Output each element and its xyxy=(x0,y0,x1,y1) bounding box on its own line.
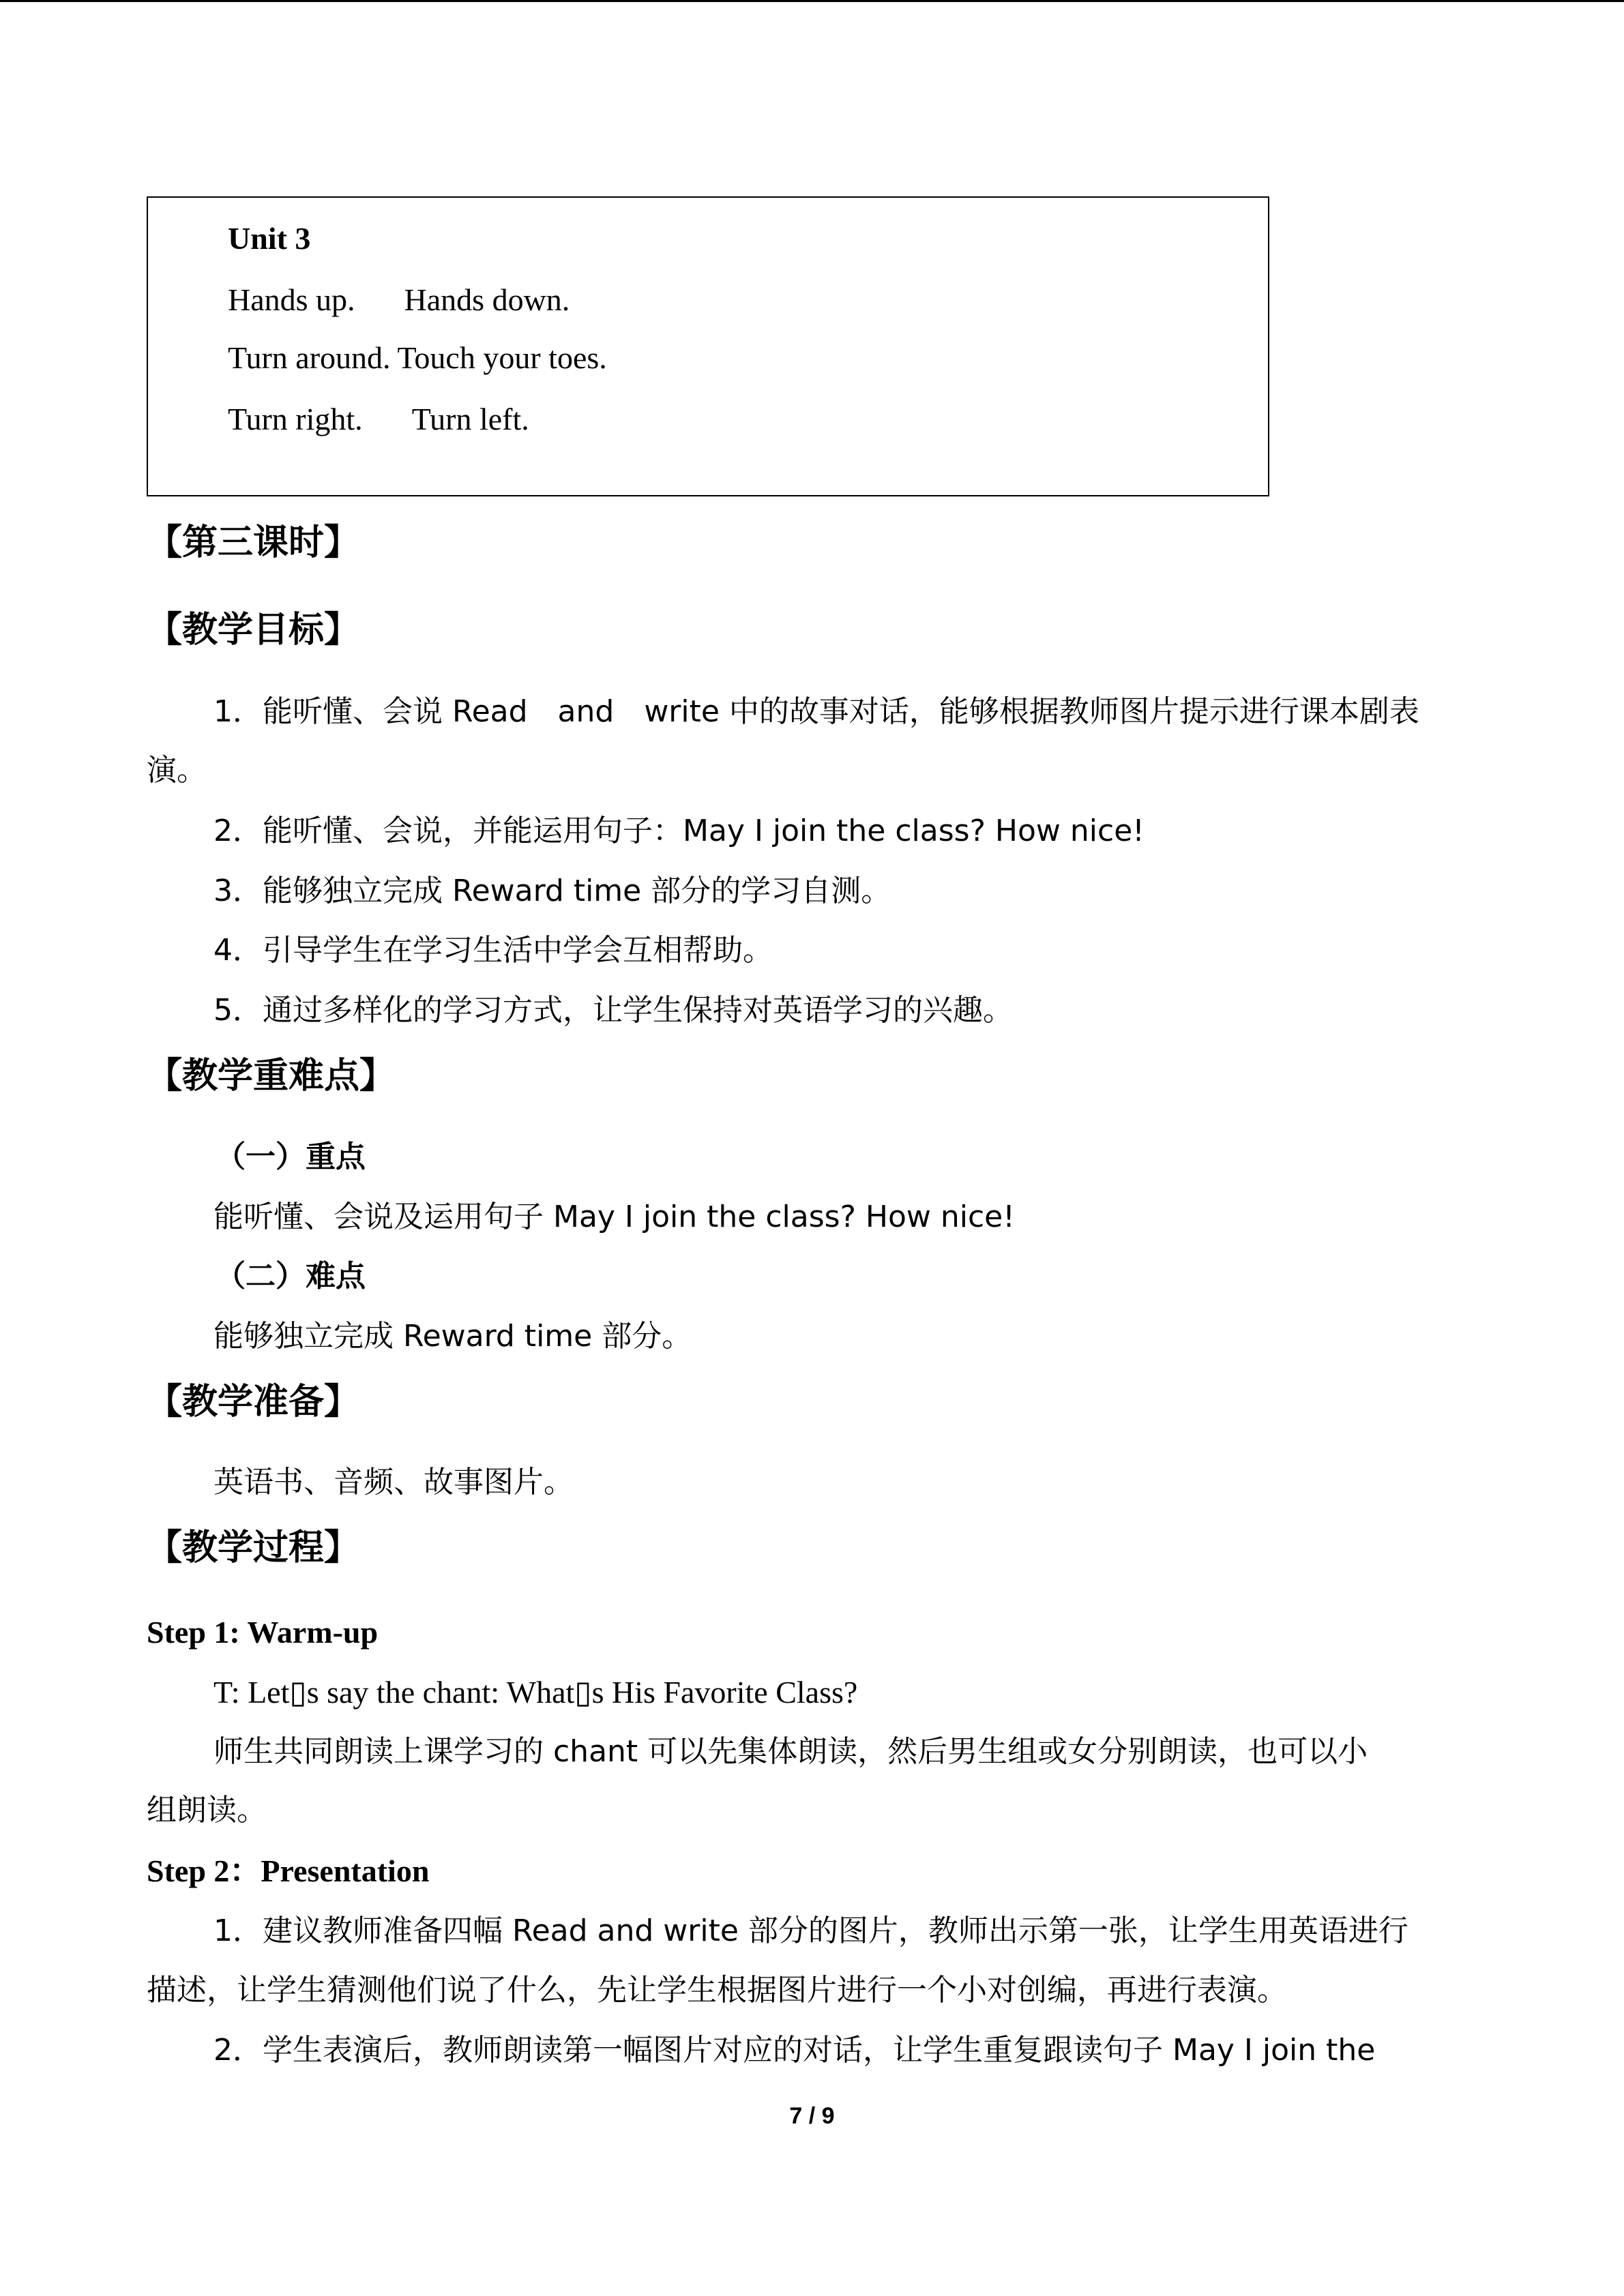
key-point-text: 能听懂、会说及运用句子 May I join the class? How nice! xyxy=(213,1199,1015,1234)
step2-line-continued: 描述，让学生猜测他们说了什么，先让学生根据图片进行一个小对创编，再进行表演。 xyxy=(147,1973,1287,2008)
preparation-heading: 【教学准备】 xyxy=(147,1382,360,1422)
unit-phrase: Turn right. xyxy=(228,402,363,436)
top-border xyxy=(0,0,1624,2)
page-number: 7 / 9 xyxy=(789,2103,835,2129)
objectives-heading: 【教学目标】 xyxy=(147,610,360,651)
unit-line-1 xyxy=(228,280,570,320)
unit-phrase: Hands down. xyxy=(404,282,570,317)
objective-item: 2．能听懂、会说，并能运用句子：May I join the class? How nice! xyxy=(213,814,1145,848)
step2-line: 1．建议教师准备四幅 Read and write 部分的图片，教师出示第一张，让学生用英语进行 xyxy=(213,1913,1408,1948)
step1-line: T: Let▯s say the chant: What▯s His Favorite Class? xyxy=(213,1675,858,1710)
lesson-heading: 【第三课时】 xyxy=(147,522,360,563)
objective-item: 5．通过多样化的学习方式，让学生保持对英语学习的兴趣。 xyxy=(213,993,1013,1028)
objective-item: 4．引导学生在学习生活中学会互相帮助。 xyxy=(213,933,773,968)
preparation-text: 英语书、音频、故事图片。 xyxy=(213,1465,574,1500)
step1-line-continued: 组朗读。 xyxy=(147,1793,267,1828)
step2-line: 2．学生表演后，教师朗读第一幅图片对应的对话，让学生重复跟读句子 May I join the xyxy=(213,2033,1376,2068)
difficult-point-label: （二）难点 xyxy=(216,1259,366,1294)
step1-title: Step 1: Warm-up xyxy=(147,1615,379,1650)
objective-item: 1．能听懂、会说 Read and write 中的故事对话，能够根据教师图片提示进行课本剧表 xyxy=(213,694,1419,729)
unit-line-3 xyxy=(228,399,529,440)
unit-phrase: Turn around. xyxy=(228,340,391,375)
key-point-label: （一）重点 xyxy=(216,1139,366,1174)
unit-phrase: Hands up. xyxy=(228,282,355,317)
step2-title: Step 2：Presentation xyxy=(147,1853,430,1888)
step1-line: 师生共同朗读上课学习的 chant 可以先集体朗读，然后男生组或女分别朗读，也可以小 xyxy=(213,1734,1368,1769)
key-points-heading: 【教学重难点】 xyxy=(147,1056,396,1097)
process-heading: 【教学过程】 xyxy=(147,1527,360,1568)
objective-item: 3．能够独立完成 Reward time 部分的学习自测。 xyxy=(213,874,891,908)
unit-line-2 xyxy=(228,338,607,378)
difficult-point-text: 能够独立完成 Reward time 部分。 xyxy=(213,1319,692,1354)
unit-phrase: Turn left. xyxy=(411,402,529,436)
unit-title: Unit 3 xyxy=(228,221,311,256)
objective-item-continued: 演。 xyxy=(147,753,207,788)
unit-phrase: Touch your toes. xyxy=(397,340,607,375)
